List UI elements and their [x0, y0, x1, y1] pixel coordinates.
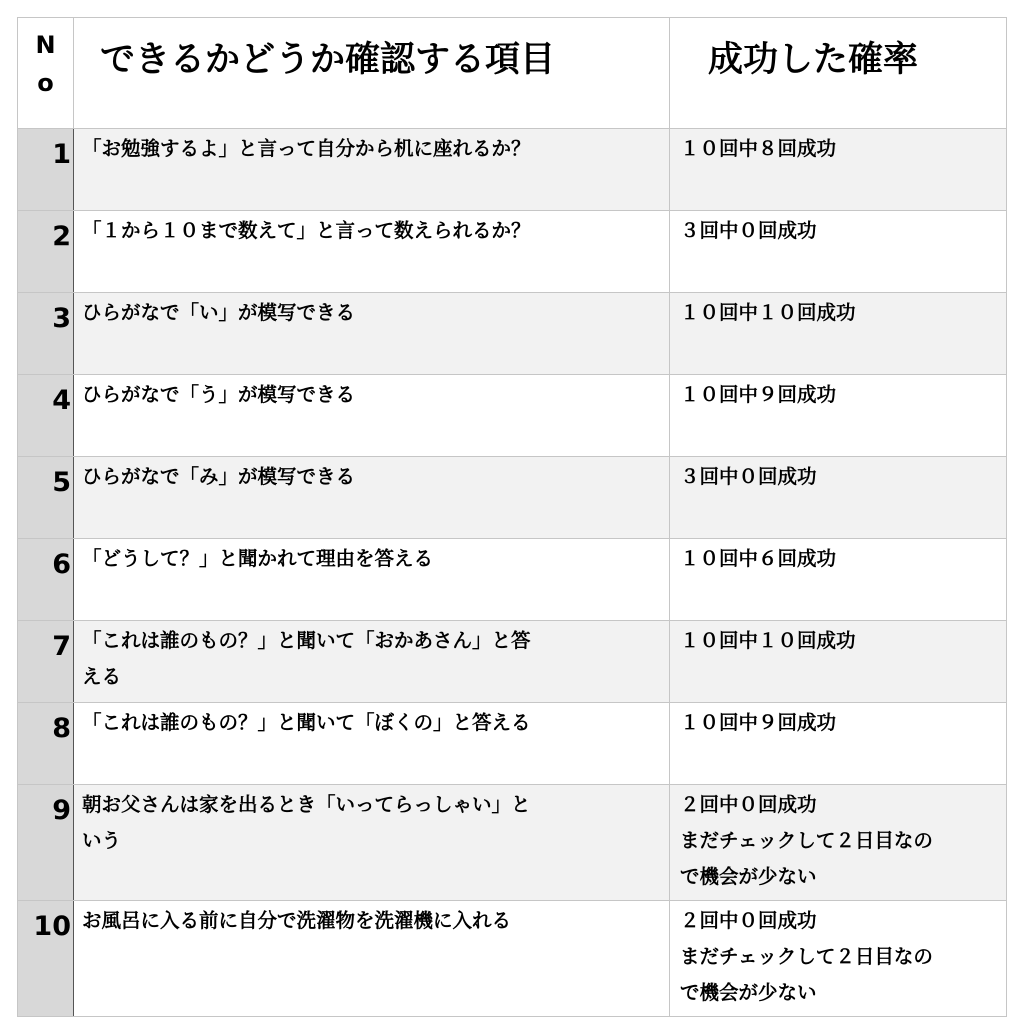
- row-number: 2: [18, 211, 74, 293]
- row-number: 4: [18, 375, 74, 457]
- table-row: [18, 539, 1007, 621]
- row-item: [74, 785, 670, 901]
- table-row: [18, 901, 1007, 1017]
- row-item-line: 「これは誰のもの？」と聞いて「ぼくの」と答える: [82, 711, 531, 734]
- row-item: [74, 539, 670, 621]
- row-rate: [670, 211, 1007, 293]
- row-rate-line: で機会が少ない: [680, 981, 817, 1004]
- row-item-line: える: [82, 665, 122, 688]
- header-no-line: N: [35, 31, 56, 59]
- table-row: [18, 211, 1007, 293]
- row-number: 10: [18, 901, 74, 1017]
- row-number: 9: [18, 785, 74, 901]
- row-rate: [670, 293, 1007, 375]
- row-item-line: ひらがなで「い」が模写できる: [82, 301, 356, 324]
- row-rate: [670, 621, 1007, 703]
- row-item-line: いう: [82, 829, 122, 852]
- row-rate: [670, 539, 1007, 621]
- row-rate-line: １０回中１０回成功: [680, 301, 856, 324]
- row-number: 1: [18, 129, 74, 211]
- row-item-line: 「どうして？」と聞かれて理由を答える: [82, 547, 434, 570]
- table-row: [18, 457, 1007, 539]
- table-row: [18, 785, 1007, 901]
- row-rate-line: まだチェックして２日目なの: [680, 829, 933, 852]
- row-rate-line: まだチェックして２日目なの: [680, 945, 933, 968]
- row-rate: [670, 901, 1007, 1017]
- row-item: [74, 375, 670, 457]
- row-rate: [670, 703, 1007, 785]
- header-item: できるかどうか確認する項目: [74, 18, 670, 129]
- row-rate-line: ３回中０回成功: [680, 465, 817, 488]
- row-rate-line: ２回中０回成功: [680, 793, 817, 816]
- row-number: 7: [18, 621, 74, 703]
- row-rate-line: １０回中１０回成功: [680, 629, 856, 652]
- row-number: 8: [18, 703, 74, 785]
- row-item-line: 朝お父さんは家を出るとき「いってらっしゃい」と: [82, 793, 531, 816]
- row-item-line: お風呂に入る前に自分で洗濯物を洗濯機に入れる: [82, 909, 512, 932]
- row-item: [74, 457, 670, 539]
- row-item-line: ひらがなで「う」が模写できる: [82, 383, 356, 406]
- row-rate: [670, 375, 1007, 457]
- row-item-line: 「これは誰のもの？」と聞いて「おかあさん」と答: [82, 629, 531, 652]
- header-no: [18, 18, 74, 129]
- table-row: [18, 375, 1007, 457]
- header-no-line: o: [37, 69, 54, 97]
- row-item: [74, 703, 670, 785]
- row-item: [74, 293, 670, 375]
- row-rate-line: ３回中０回成功: [680, 219, 817, 242]
- row-rate-line: １０回中９回成功: [680, 383, 837, 406]
- row-rate-line: １０回中９回成功: [680, 711, 837, 734]
- table-row: [18, 703, 1007, 785]
- table-body: [18, 129, 1007, 1017]
- table-row: [18, 621, 1007, 703]
- row-item: [74, 129, 670, 211]
- row-item: [74, 621, 670, 703]
- header-rate: 成功した確率: [670, 18, 1007, 129]
- row-rate-line: １０回中８回成功: [680, 137, 837, 160]
- row-item: [74, 901, 670, 1017]
- row-item-line: 「１から１０まで数えて」と言って数えられるか？: [82, 219, 531, 242]
- row-rate: [670, 785, 1007, 901]
- row-rate-line: で機会が少ない: [680, 865, 817, 888]
- row-item-line: ひらがなで「み」が模写できる: [82, 465, 356, 488]
- row-rate-line: １０回中６回成功: [680, 547, 837, 570]
- row-rate: [670, 129, 1007, 211]
- row-number: 5: [18, 457, 74, 539]
- row-item: [74, 211, 670, 293]
- row-number: 6: [18, 539, 74, 621]
- row-rate: [670, 457, 1007, 539]
- header-row: [18, 18, 1007, 129]
- table-row: [18, 293, 1007, 375]
- checklist-table: [17, 17, 1007, 1017]
- row-item-line: 「お勉強するよ」と言って自分から机に座れるか？: [82, 137, 531, 160]
- row-number: 3: [18, 293, 74, 375]
- row-rate-line: ２回中０回成功: [680, 909, 817, 932]
- table-row: [18, 129, 1007, 211]
